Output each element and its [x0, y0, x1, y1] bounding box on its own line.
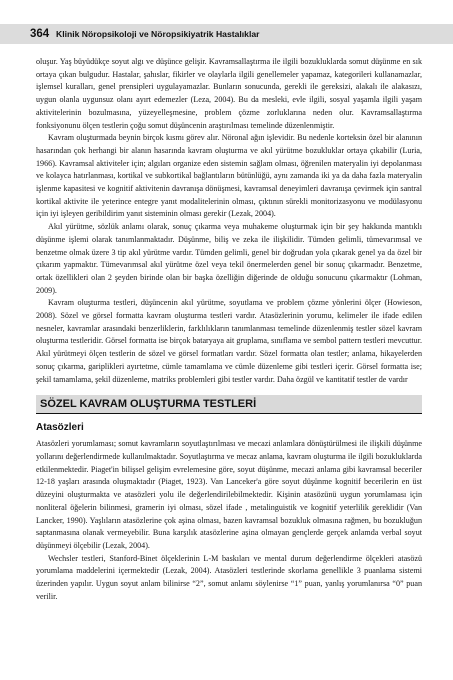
paragraph: oluşur. Yaş büyüdükçe soyut algı ve düşünce gelişir. Kavramsallaştırma ile ilgili bozukluklarda somut düşünme en sık ortaya çıkan bulgudur. Hastalar, şahıslar, fikirler ve olaylarla ilgili genellemeler yapamaz, kategorileri kullanamazlar, işlemsel kuralları, genel prensipleri uygulayamazlar. Bunların sonucunda, gerekli ile gereksizi, alakalı ile alakasızı, uygun olanla uygunsuz olanı ayırt edemezler (Leza, 2004). Bu da mesleki, evle ilgili, sosyal yaşamla ilgili yaşam aktivitelerinin bozulmasına, yüzeyelleşmesine, problem çözme zorluklarına neden olur. Kavramsallaştırma fonksiyonunu ölçen testlerin çoğu somut düşüncenin araştırılması temelinde düzenlenmiştir. [36, 57, 422, 130]
page-body [36, 56, 422, 603]
section-heading-box [36, 395, 422, 414]
paragraph: Wechsler testleri, Stanford-Binet ölçeklerinin L-M baskıları ve mental durum değerlendirme ölçekleri atasözü yorumlama maddelerini içermektedir (Lezak, 2004). Atasözleri testlerinde skorlama genellikle 3 puanlama sistemi üzerinden yapılır. Uygun soyut anlam bilinirse “2”, somut anlamı söylenirse “1” puan, yanlış yorumlanırsa “0” puan verilir. [36, 553, 422, 601]
page-header [0, 24, 453, 44]
section-title: SÖZEL KAVRAM OLUŞTURMA TESTLERİ [40, 398, 257, 411]
subheading: Atasözleri [36, 422, 84, 434]
page-number: 364 [30, 28, 50, 40]
paragraph: Kavram oluşturmada beynin birçok kısmı görev alır. Nöronal ağın işlevidir. Bu nedenle korteksin özel bir alanının hasarından çok herhangi bir alanın hasarında kavram oluşturma ve akıl yürütme bozukluklar ortaya çıkabilir (Luria, 1966). Kavramsal aktiviteler için; algıları organize eden sistemin sağlam olması, öğrenilen materyalin iyi depolanması ve kolayca hatırlanması, kortikal ve subkortikal bağlantıların bütünlüğü, aynı zamanda iki ya da daha fazla materyalin işlenme kapasitesi ve kognitif aktivitenin davranışa dönüşmesi, kavramsal deneyimleri davranışa çevirmek için santral kortikal aktivite ile yeterince entegre yanıt modalitelerinin olması, çıktının sürekli monitorizasyonu ve modülasyonu için iyi işleyen geribildirim yanıt sisteminin olması gerekir (Lezak, 2004). [36, 133, 422, 219]
paragraph: Kavram oluşturma testleri, düşüncenin akıl yürütme, soyutlama ve problem çözme yönlerini ölçer (Howieson, 2008). Sözel ve görsel formatta kavram oluşturma testleri vardır. Atasözlerinin yorumu, kelimeler ile ifade edilen nesneler, kavramlar arasındaki benzerliklerin, farklılıkların tanımlanması temelinde düzenlenmiş testler sözel kavram oluşturma testleridir. Görsel formatta ise birçok bataryaya ait gruplama, sınıflama ve sembol pattern testleri mevcuttur. Akıl yürütmeyi ölçen testlerin de sözel ve görsel formatları vardır. Sözel formatta olan testler; anlama, hikayelerden sonuç çıkarma, gariplikleri ayırtetme, cümle tamamlama ve cümle düzenleme gibi testleri içerir. Görsel formatta ise; şekil tamamlama, şekil düzenleme, matriks problemleri gibi testler vardır. Daha özgül ve kantitatif testler de vardır [36, 298, 422, 384]
running-title: Klinik Nöropsikoloji ve Nöropsikiyatrik Hastalıklar [56, 29, 260, 39]
paragraph: Akıl yürütme, sözlük anlamı olarak, sonuç çıkarma veya muhakeme oluşturmak için bir şey hakkında mantıklı düşünme işlemi olarak tanımlanmaktadır. Düşünme, biliş ve zeka ile ilişkilidir. Tümden gelimli, tümevarımsal ve benzetme olmak üzere 3 tip akıl yürütme vardır. Tümden gelimli, genel bir doğrudan yola çıkarak genel ya da özel bir çıkarım yapmaktır. Tümevarımsal akıl yürütme özel veya tekil önermelerden genel bir sonuç çıkarmadır. Benzetme, ortak özellikleri olan 2 şeyden birinde olan bir başka özelliğin diğerinde de olduğu sonucunu çıkarmaktır (Lohman, 2009). [36, 222, 422, 295]
paragraph: Atasözleri yorumlaması; somut kavramların soyutlaştırılması ve mecazi anlamlara dönüştürülmesi ile ilişkili düşünme yollarını değerlendirmede kullanılmaktadır. Soyutlaştırma ve mecaz anlama, kavram oluşturma ile ilgili bozukluklarda etkilenmektedir. Piaget'in bilişsel gelişim evrelemesine göre, soyut düşünme, mecazi anlama gibi kavramsal beceriler 12-18 yaşları arasında oluşmaktadır (Piaget, 1923). Van Lanceker'a göre soyut düşünme kognitif becerilerin en üst düzeyini oluşturmakta ve atasözleri yolu ile değerlendirilebilmektedir. Kişinin atasözünü uygun yorumlaması için nonliteral öğelerin bilinmesi, gramerin iyi olması, sözel ifade , metalinguistik ve kognitif yeterlilik gereklidir (Van Lancker, 1990). Yaşlıların atasözlerine çok aşina olması, bazen kavramsal bozukluk olmasına rağmen, bu bozukluğun saptanmasına olanak vermeyebilir. Buna karşılık atasözlerine aşina olmayan gençlerde gerçek anlamda verbal soyut düşünmeyi ölçebilir (Lezak, 2004). [36, 439, 422, 550]
